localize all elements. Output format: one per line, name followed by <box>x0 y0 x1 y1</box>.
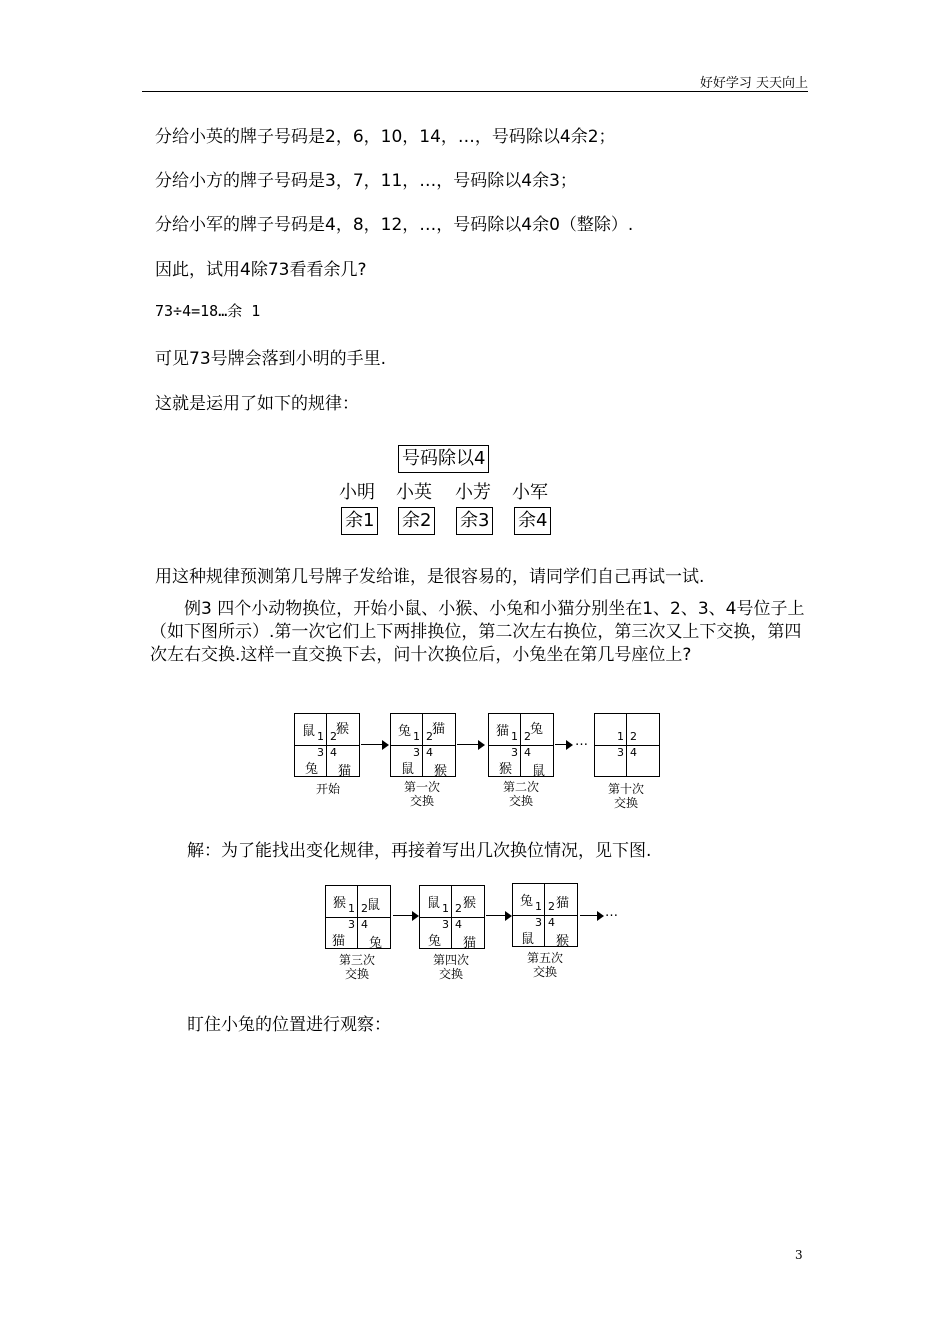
seat-grid-5 <box>512 883 578 947</box>
seat-number: 4 <box>630 746 637 759</box>
arrow-icon <box>580 911 604 921</box>
seat-number: 2 <box>630 730 637 743</box>
rule-remainder: 余2 <box>398 507 435 535</box>
seat-number: 4 <box>330 746 337 759</box>
animal-label: 鼠 <box>427 896 441 911</box>
seat-number: 4 <box>455 918 462 931</box>
arrow-icon <box>457 740 485 750</box>
caption <box>322 953 392 981</box>
rule-title: 号码除以4 <box>398 445 489 473</box>
page-number: 3 <box>795 1248 803 1262</box>
animal-label: 兔 <box>369 936 383 951</box>
seat-grid-3 <box>325 885 391 949</box>
animal-label: 猴 <box>499 762 513 777</box>
header-rule <box>142 91 808 92</box>
seat-number: 4 <box>426 746 433 759</box>
caption-line: 交换 <box>438 967 463 981</box>
equation: 73÷4=18…余 1 <box>155 302 261 320</box>
example-text: 例3 四个小动物换位，开始小鼠、小猴、小兔和小猫分别坐在1、2、3、4号位子上（如下图所示）.第一次它们上下两排换位，第二次左右换位，第三次又上下交换，第四次左右交换.这样一直交换下去，问十次换位后，小兔坐在第几号座位上? <box>150 599 805 665</box>
animal-label: 兔 <box>530 722 544 737</box>
rule-name: 小明 <box>339 482 375 503</box>
caption <box>591 782 661 810</box>
seat-number: 1 <box>617 730 624 743</box>
rule-name: 小芳 <box>455 482 491 503</box>
animal-label: 猫 <box>332 934 346 949</box>
animal-label: 猴 <box>463 896 477 911</box>
animal-label: 兔 <box>520 894 534 909</box>
animal-label: 猫 <box>556 896 570 911</box>
seat-grid-2 <box>488 713 554 777</box>
animal-label: 兔 <box>305 762 319 777</box>
page-header: 好好学习 天天向上 <box>699 76 808 91</box>
seat-number: 2 <box>426 730 433 743</box>
caption-line: 第一次 <box>403 780 440 794</box>
seat-number: 1 <box>348 902 355 915</box>
seat-number: 3 <box>413 746 420 759</box>
seat-number: 2 <box>455 902 462 915</box>
animal-label: 鼠 <box>532 764 546 779</box>
arrow-icon <box>486 911 512 921</box>
seat-number: 1 <box>442 902 449 915</box>
seat-number: 4 <box>548 916 555 929</box>
seat-number: 1 <box>535 900 542 913</box>
caption <box>293 782 363 796</box>
animal-label: 猫 <box>496 724 510 739</box>
seat-number: 3 <box>348 918 355 931</box>
caption <box>416 953 486 981</box>
seat-number: 2 <box>361 902 368 915</box>
seat-number: 1 <box>511 730 518 743</box>
text-line: 这就是运用了如下的规律： <box>155 394 359 414</box>
seat-grid-1 <box>390 713 456 777</box>
caption-line: 交换 <box>344 967 369 981</box>
text-line: 分给小军的牌子号码是4，8，12，…，号码除以4余0（整除）. <box>155 215 634 235</box>
rule-name: 小军 <box>512 482 548 503</box>
conclusion-text: 用这种规律预测第几号牌子发给谁，是很容易的，请同学们自己再试一试. <box>155 567 705 587</box>
rule-remainder: 余3 <box>456 507 493 535</box>
caption-line: 第三次 <box>338 953 375 967</box>
seat-number: 3 <box>317 746 324 759</box>
caption <box>486 780 556 808</box>
text-line: 因此，试用4除73看看余几? <box>155 260 367 280</box>
animal-label: 猴 <box>336 722 350 737</box>
rule-name: 小英 <box>396 482 432 503</box>
caption-line: 开始 <box>315 782 340 796</box>
seat-number: 2 <box>548 900 555 913</box>
caption-line: 第二次 <box>502 780 539 794</box>
caption-line: 交换 <box>508 794 533 808</box>
seat-number: 3 <box>535 916 542 929</box>
animal-label: 猫 <box>432 722 446 737</box>
rule-remainder: 余4 <box>514 507 551 535</box>
seat-number: 4 <box>361 918 368 931</box>
seat-number: 3 <box>511 746 518 759</box>
animal-label: 兔 <box>428 934 442 949</box>
caption <box>510 951 580 979</box>
text-line: 分给小英的牌子号码是2，6，10，14，…，号码除以4余2； <box>155 127 616 147</box>
animal-label: 猫 <box>463 936 477 951</box>
seat-number: 4 <box>524 746 531 759</box>
animal-label: 鼠 <box>521 932 535 947</box>
caption-line: 第十次 <box>607 782 644 796</box>
arrow-icon <box>555 740 573 750</box>
caption-line: 交换 <box>409 794 434 808</box>
seat-number: 2 <box>524 730 531 743</box>
final-text: 盯住小兔的位置进行观察： <box>187 1015 391 1035</box>
arrow-icon <box>393 911 419 921</box>
animal-label: 猴 <box>434 764 448 779</box>
text-line: 可见73号牌会落到小明的手里. <box>155 349 387 369</box>
caption-line: 交换 <box>532 965 557 979</box>
animal-label: 猴 <box>333 896 347 911</box>
animal-label: 鼠 <box>401 762 415 777</box>
animal-label: 鼠 <box>367 898 381 913</box>
seat-grid-10 <box>594 713 660 777</box>
animal-label: 兔 <box>398 724 412 739</box>
seat-number: 2 <box>330 730 337 743</box>
animal-label: 猫 <box>338 764 352 779</box>
seat-number: 3 <box>442 918 449 931</box>
ellipsis: … <box>575 734 588 749</box>
ellipsis: … <box>605 905 618 920</box>
seat-number: 3 <box>617 746 624 759</box>
arrow-icon <box>361 740 389 750</box>
rule-remainder: 余1 <box>341 507 378 535</box>
seat-grid-4 <box>419 885 485 949</box>
seat-grid-start <box>294 713 360 777</box>
animal-label: 猴 <box>556 934 570 949</box>
text-line: 分给小方的牌子号码是3，7，11，…，号码除以4余3； <box>155 171 577 191</box>
caption-line: 第四次 <box>432 953 469 967</box>
animal-label: 鼠 <box>302 724 316 739</box>
seat-number: 1 <box>413 730 420 743</box>
solution-text: 解：为了能找出变化规律，再接着写出几次换位情况，见下图. <box>187 841 652 861</box>
seat-number: 1 <box>317 730 324 743</box>
caption-line: 第五次 <box>526 951 563 965</box>
caption <box>387 780 457 808</box>
caption-line: 交换 <box>613 796 638 810</box>
rule-title-box <box>398 445 489 471</box>
